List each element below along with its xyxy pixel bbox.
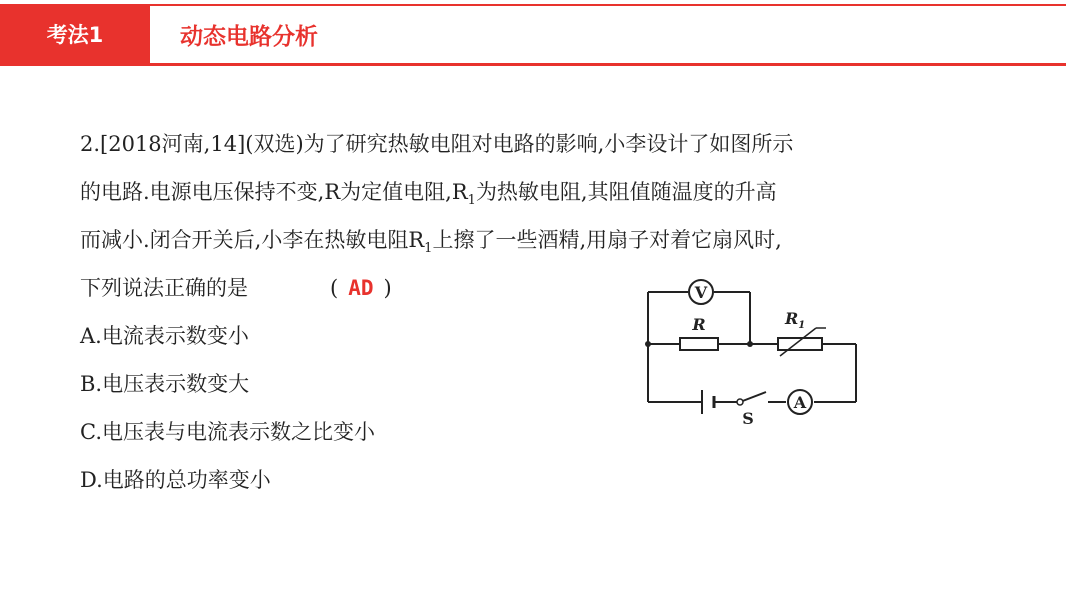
option-c: C.电压表与电流表示数之比变小 <box>80 420 375 444</box>
header-bottom-line <box>0 63 1066 66</box>
thermistor-label: $R_1$ <box>785 309 806 331</box>
answer-paren-close: ) <box>383 276 392 300</box>
ammeter-label: A <box>793 393 807 412</box>
question-text: 的电路.电源电压保持不变,R为定值电阻,R <box>80 180 468 204</box>
voltmeter-icon <box>689 280 713 304</box>
section-tag: 考法1 <box>0 4 150 64</box>
battery-icon <box>702 390 714 414</box>
question-line-3 <box>80 216 1000 264</box>
option-a: A.电流表示数变小 <box>80 324 249 348</box>
answer-text: AD <box>348 276 374 300</box>
option-d: D.电路的总功率变小 <box>80 468 271 492</box>
option-b: B.电压表示数变大 <box>80 372 250 396</box>
resistor-label: R <box>692 315 706 334</box>
header-top-line <box>150 4 1066 6</box>
switch-icon <box>737 399 743 405</box>
question-text: 下列说法正确的是 <box>80 276 248 300</box>
ammeter-icon <box>788 390 812 414</box>
junction-dot <box>747 341 753 347</box>
question-text: 为热敏电阻,其阻值随温度的升高 <box>475 180 777 204</box>
question-text: 而减小.闭合开关后,小李在热敏电阻R <box>80 228 425 252</box>
header-bar <box>0 0 1066 66</box>
subscript: 1 <box>467 193 476 208</box>
switch-label: S <box>742 409 754 428</box>
question-text: 上擦了一些酒精,用扇子对着它扇风时, <box>432 228 782 252</box>
question-line-2 <box>80 168 1000 216</box>
subscript: 1 <box>424 241 433 256</box>
answer-paren-open: ( <box>330 276 339 300</box>
thermistor-icon <box>778 328 826 356</box>
circuit-diagram <box>630 272 870 442</box>
section-title: 动态电路分析 <box>180 24 318 50</box>
resistor-icon <box>680 338 718 350</box>
voltmeter-label: V <box>694 283 708 302</box>
question-line-1: 2.[2018河南,14](双选)为了研究热敏电阻对电路的影响,小李设计了如图所示 <box>80 132 794 156</box>
junction-dot <box>645 341 651 347</box>
